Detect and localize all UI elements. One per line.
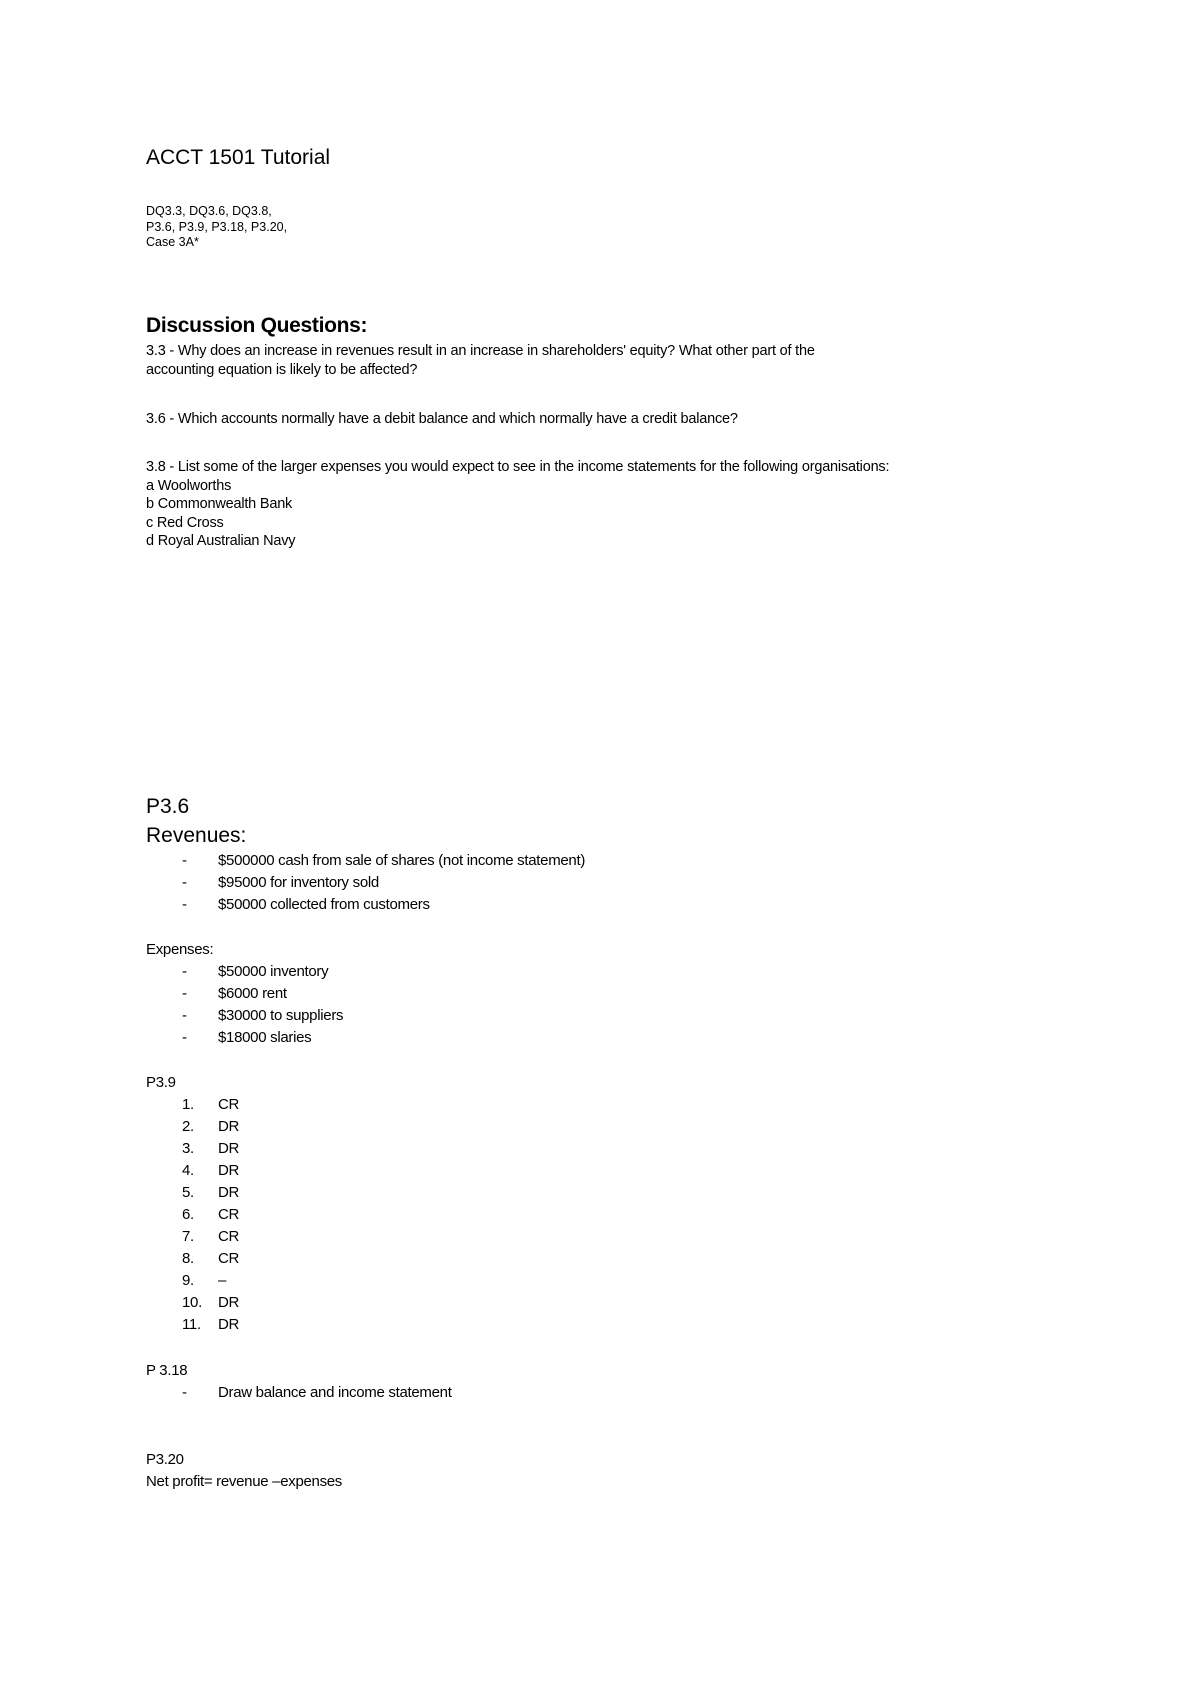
list-item-text: $95000 for inventory sold — [218, 874, 379, 891]
organisation-item: b Commonwealth Bank — [146, 496, 293, 512]
bullet-dash: - — [182, 1007, 187, 1024]
list-item — [146, 983, 343, 1005]
p3-18-list — [146, 1382, 452, 1404]
bullet-dash: - — [182, 874, 187, 891]
p3-18-heading: P 3.18 — [146, 1362, 188, 1379]
p3-9-heading: P3.9 — [146, 1074, 176, 1091]
list-item-text: Draw balance and income statement — [218, 1384, 452, 1401]
numbered-item — [146, 1270, 239, 1292]
question-line: accounting equation is likely to be affected? — [146, 361, 418, 378]
page-title: ACCT 1501 Tutorial — [146, 146, 331, 169]
item-number: 10. — [182, 1294, 202, 1311]
bullet-dash: - — [182, 963, 187, 980]
question-reference-list — [146, 204, 287, 251]
discussion-heading: Discussion Questions: — [146, 314, 368, 337]
list-item-text: $50000 inventory — [218, 963, 329, 980]
list-item — [146, 1382, 452, 1404]
reference-line: DQ3.3, DQ3.6, DQ3.8, — [146, 204, 272, 218]
revenues-heading: Revenues: — [146, 824, 247, 847]
list-item — [146, 850, 585, 872]
item-number: 7. — [182, 1228, 194, 1245]
p3-20-heading: P3.20 — [146, 1451, 184, 1468]
list-item — [146, 1027, 343, 1049]
item-value: DR — [218, 1162, 240, 1179]
list-item — [146, 1005, 343, 1027]
numbered-item — [146, 1314, 239, 1336]
p3-6-heading: P3.6 — [146, 795, 190, 818]
p3-20-text: Net profit= revenue –expenses — [146, 1473, 343, 1490]
bullet-dash: - — [182, 852, 187, 869]
bullet-dash: - — [182, 1029, 187, 1046]
question-3-3 — [146, 342, 815, 379]
list-item-text: $30000 to suppliers — [218, 1007, 344, 1024]
list-item — [146, 872, 585, 894]
item-value: DR — [218, 1184, 240, 1201]
bullet-dash: - — [182, 985, 187, 1002]
numbered-item — [146, 1248, 239, 1270]
reference-line: Case 3A* — [146, 235, 199, 249]
organisation-item: a Woolworths — [146, 477, 232, 494]
list-item-text: $6000 rent — [218, 985, 287, 1002]
item-number: 1. — [182, 1096, 194, 1113]
list-item-text: $50000 collected from customers — [218, 896, 430, 913]
item-value: DR — [218, 1118, 240, 1135]
numbered-item — [146, 1138, 239, 1160]
item-number: 6. — [182, 1206, 194, 1223]
item-value: CR — [218, 1250, 240, 1267]
organisation-item: c Red Cross — [146, 514, 224, 531]
expenses-list — [146, 961, 343, 1049]
numbered-item — [146, 1182, 239, 1204]
item-number: 5. — [182, 1184, 194, 1201]
item-number: 9. — [182, 1272, 194, 1289]
numbered-item — [146, 1226, 239, 1248]
item-value: DR — [218, 1316, 240, 1333]
question-line: 3.6 - Which accounts normally have a debit balance and which normally have a credit balance? — [146, 411, 738, 427]
item-number: 4. — [182, 1162, 194, 1179]
item-number: 2. — [182, 1118, 194, 1135]
question-line: 3.8 - List some of the larger expenses you would expect to see in the income statements for the following organisations: — [146, 459, 890, 475]
bullet-dash: - — [182, 896, 187, 913]
p3-9-list — [146, 1094, 239, 1336]
item-value: DR — [218, 1140, 240, 1157]
list-item-text: $18000 slaries — [218, 1029, 312, 1046]
numbered-item — [146, 1094, 239, 1116]
numbered-item — [146, 1292, 239, 1314]
revenues-list — [146, 850, 585, 916]
numbered-item — [146, 1116, 239, 1138]
item-value: CR — [218, 1228, 240, 1245]
item-value: CR — [218, 1206, 240, 1223]
numbered-item — [146, 1160, 239, 1182]
list-item — [146, 894, 585, 916]
list-item — [146, 961, 343, 983]
question-line: 3.3 - Why does an increase in revenues result in an increase in shareholders' equity? What other part of the — [146, 343, 815, 359]
list-item-text: $500000 cash from sale of shares (not income statement) — [218, 852, 586, 869]
numbered-item — [146, 1204, 239, 1226]
organisation-item: d Royal Australian Navy — [146, 533, 296, 549]
item-number: 8. — [182, 1250, 194, 1267]
expenses-heading: Expenses: — [146, 941, 214, 958]
item-number: 3. — [182, 1140, 194, 1157]
item-value: CR — [218, 1096, 240, 1113]
question-3-6 — [146, 410, 738, 429]
question-3-8 — [146, 458, 889, 551]
reference-line: P3.6, P3.9, P3.18, P3.20, — [146, 219, 288, 234]
item-number: 11. — [182, 1316, 201, 1333]
bullet-dash: - — [182, 1384, 187, 1401]
item-value: – — [218, 1272, 227, 1289]
item-value: DR — [218, 1294, 240, 1311]
